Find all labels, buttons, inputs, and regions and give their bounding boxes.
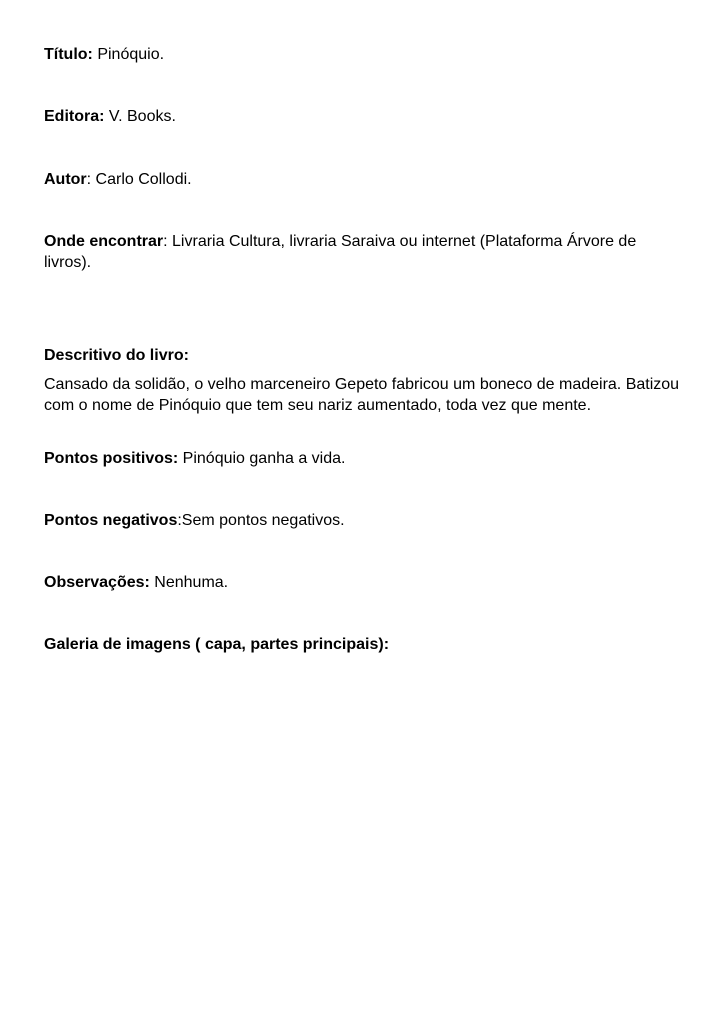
where-to-find-label: Onde encontrar — [44, 233, 164, 250]
author-label: Autor — [44, 171, 87, 188]
title-value: Pinóquio. — [92, 46, 165, 63]
description-heading — [44, 345, 680, 366]
observations-value: Nenhuma. — [149, 574, 229, 591]
title-field — [44, 44, 680, 65]
title-label: Título: — [44, 46, 93, 63]
publisher-value: V. Books. — [104, 108, 176, 125]
observations-label: Observações: — [44, 574, 150, 591]
negative-points-field — [44, 510, 680, 531]
description-label: Descritivo do livro: — [44, 347, 189, 364]
where-to-find-field — [44, 231, 680, 273]
publisher-field — [44, 106, 680, 127]
where-to-find-value: : Livraria Cultura, livraria Saraiva ou internet (Plataforma Árvore de livros). — [44, 233, 637, 271]
positive-points-label: Pontos positivos: — [44, 450, 179, 467]
author-field — [44, 169, 680, 190]
positive-points-field — [44, 448, 680, 469]
positive-points-value: Pinóquio ganha a vida. — [178, 450, 346, 467]
negative-points-value: :Sem pontos negativos. — [177, 512, 345, 529]
observations-field — [44, 572, 680, 593]
gallery-label: Galeria de imagens ( capa, partes principais): — [44, 636, 390, 653]
negative-points-label: Pontos negativos — [44, 512, 178, 529]
gallery-heading — [44, 634, 680, 655]
publisher-label: Editora: — [44, 108, 105, 125]
description-text: Cansado da solidão, o velho marceneiro Gepeto fabricou um boneco de madeira. Batizou com o nome de Pinóquio que tem seu nariz aumentado, toda vez que mente. — [44, 376, 680, 414]
author-value: : Carlo Collodi. — [86, 171, 192, 188]
